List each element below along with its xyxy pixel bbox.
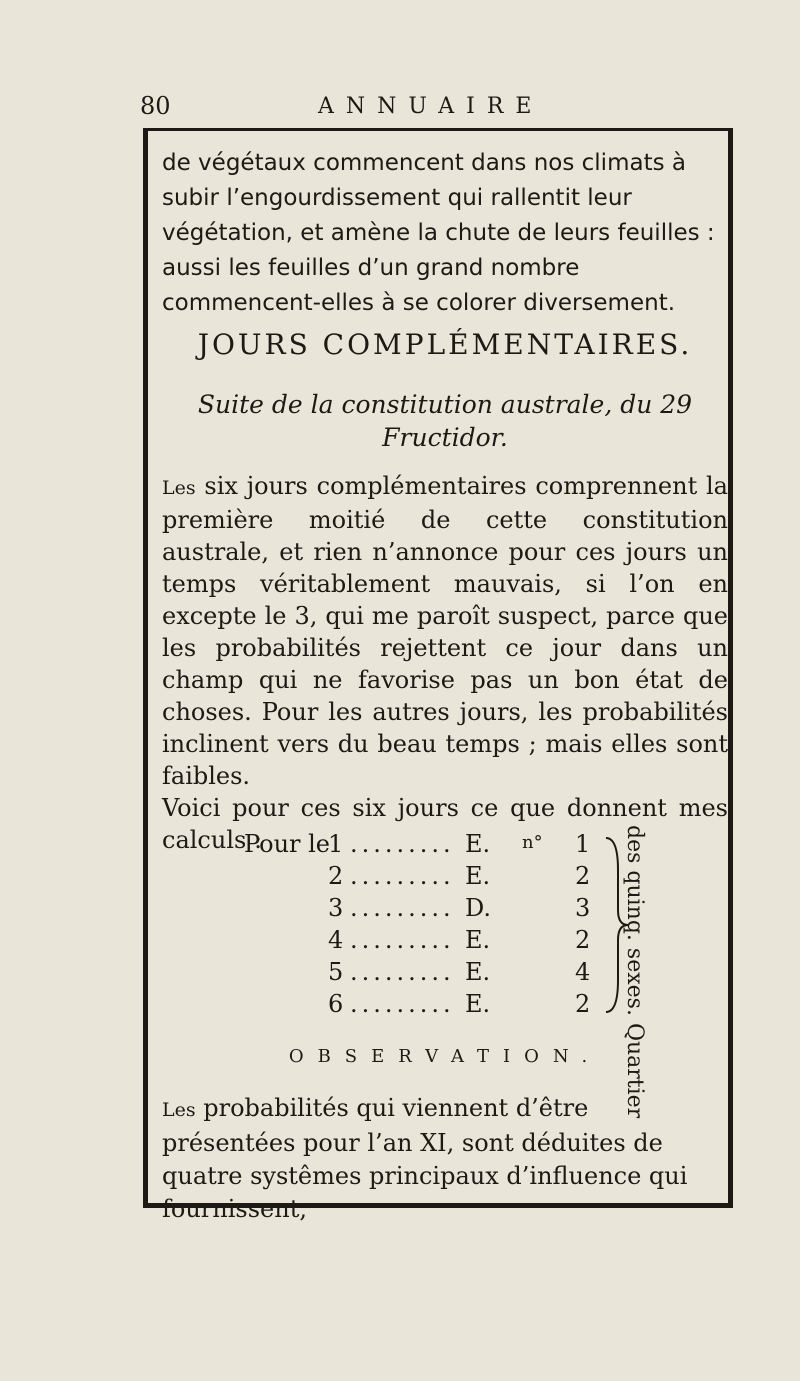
schedule-dots: ......... — [350, 894, 455, 922]
schedule-day: 6 — [328, 990, 344, 1018]
schedule-row — [220, 894, 620, 926]
schedule-letter: D. — [465, 894, 492, 922]
schedule-value: 2 — [575, 926, 591, 954]
side-note-2: Quartier — [622, 1022, 647, 1119]
schedule-row — [220, 830, 620, 862]
schedule-value: 2 — [575, 862, 591, 890]
schedule-letter: E. — [465, 990, 491, 1018]
paragraph-bottom — [162, 1092, 728, 1226]
schedule-dots: ......... — [350, 830, 455, 858]
schedule-row — [220, 926, 620, 958]
running-head — [140, 92, 730, 122]
schedule-day: 5 — [328, 958, 344, 986]
paragraph-top: de végétaux commencent dans nos climats à subir l’engourdissement qui rallentit leur végétation, et amène la chute de leurs feuilles : aussi les feuilles d’un grand nombre commencent-elles à se colorer diversement. — [162, 150, 715, 316]
schedule-row — [220, 862, 620, 894]
observation-lead: Les — [162, 1099, 196, 1121]
paragraph-main-2: Voici pour ces six jours ce que donnent mes calculs : — [162, 794, 728, 854]
schedule-no-label: n° — [522, 832, 543, 853]
schedule-row — [220, 990, 620, 1022]
paragraph-main — [162, 470, 728, 856]
schedule-value: 3 — [575, 894, 591, 922]
page-number: 80 — [140, 92, 171, 120]
schedule-letter: E. — [465, 926, 491, 954]
schedule-day: 4 — [328, 926, 344, 954]
side-note-1: des quinq. sexes. — [622, 825, 647, 1016]
paragraph-main-text: six jours complémentaires comprennent la première moitié de cette constitution australe, et rien n’annonce pour ces jours un temps véritablement mauvais, si l’on en excepte le 3, qui me paroît suspect, parce que les probabilités rejettent ce jour dans un champ qui ne favorise pas un bon état de choses. Pour les autres jours, les probabilités inclinent vers du beau temps ; mais elles sont faibles. — [162, 472, 728, 790]
schedule-value: 2 — [575, 990, 591, 1018]
observation-heading: OBSERVATION. — [288, 1046, 602, 1067]
schedule-letter: E. — [465, 862, 491, 890]
section-heading: JOURS COMPLÉMENTAIRES. — [197, 328, 693, 361]
section-subtitle: Suite de la constitution australe, du 29 Fructidor. — [197, 390, 693, 452]
schedule-letter: E. — [465, 830, 491, 858]
schedule-letter: E. — [465, 958, 491, 986]
schedule-day: 2 — [328, 862, 344, 890]
schedule-value: 4 — [575, 958, 591, 986]
schedule-day: 1 — [328, 830, 344, 858]
schedule-row — [220, 958, 620, 990]
schedule-day: 3 — [328, 894, 344, 922]
schedule-dots: ......... — [350, 926, 455, 954]
schedule-dots: ......... — [350, 958, 455, 986]
side-note — [620, 825, 648, 1118]
schedule-value: 1 — [575, 830, 591, 858]
observation-text: probabilités qui viennent d’être présentées pour l’an XI, sont déduites de quatre systêmes principaux d’influence qui fournissent, — [162, 1094, 688, 1223]
schedule-lead: Pour le — [243, 830, 330, 858]
running-title: ANNUAIRE — [318, 94, 544, 119]
paragraph-lead: Les — [162, 477, 196, 499]
schedule-dots: ......... — [350, 990, 455, 1018]
schedule-dots: ......... — [350, 862, 455, 890]
